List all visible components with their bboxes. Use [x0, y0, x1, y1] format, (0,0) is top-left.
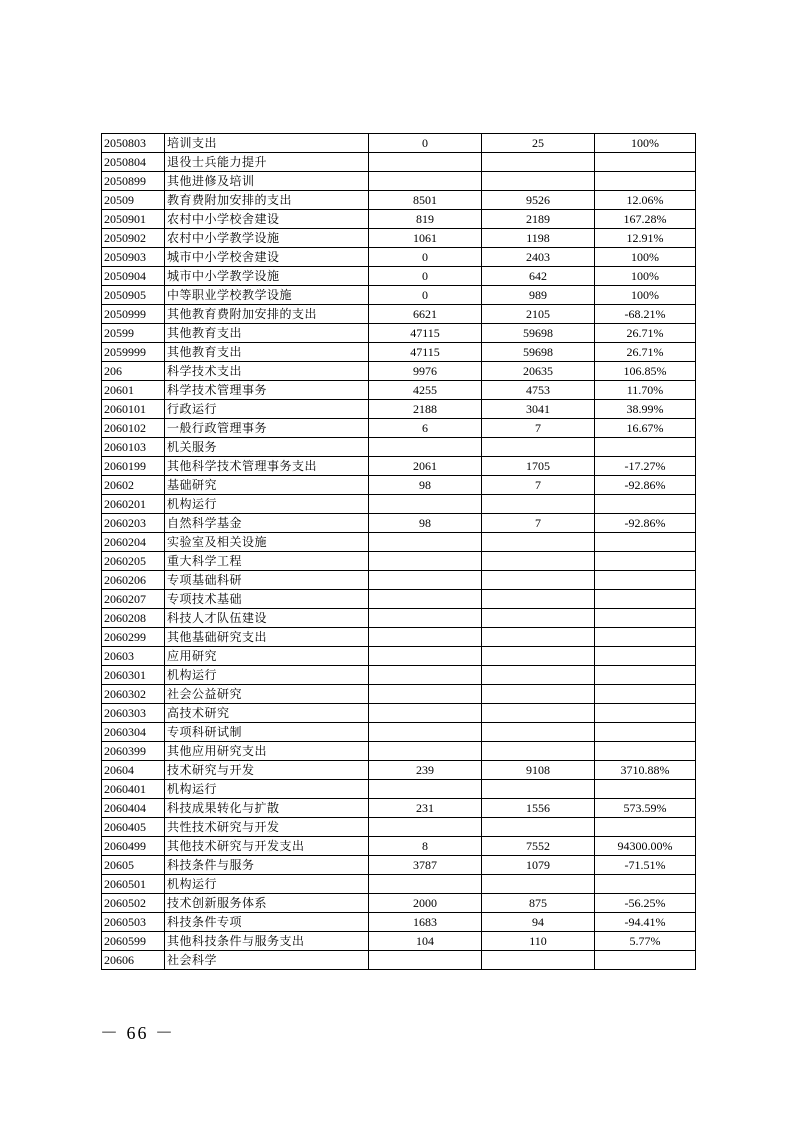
table-row [102, 951, 696, 970]
prior-year-value-cell [369, 153, 482, 172]
subject-name-cell: 城市中小学校舍建设 [165, 248, 369, 267]
subject-code-cell: 20606 [102, 951, 165, 970]
subject-name-cell: 其他进修及培训 [165, 172, 369, 191]
prior-year-value-cell [369, 571, 482, 590]
table-row [102, 400, 696, 419]
subject-name-cell: 农村中小学校舍建设 [165, 210, 369, 229]
current-year-value-cell [482, 685, 595, 704]
prior-year-value-cell: 2188 [369, 400, 482, 419]
table-row [102, 932, 696, 951]
prior-year-value-cell: 231 [369, 799, 482, 818]
subject-code-cell: 2050905 [102, 286, 165, 305]
change-percent-cell [595, 742, 696, 761]
change-percent-cell: 94300.00% [595, 837, 696, 856]
current-year-value-cell: 642 [482, 267, 595, 286]
change-percent-cell [595, 609, 696, 628]
current-year-value-cell: 1705 [482, 457, 595, 476]
change-percent-cell: 100% [595, 267, 696, 286]
table-row [102, 533, 696, 552]
subject-name-cell: 专项科研试制 [165, 723, 369, 742]
change-percent-cell [595, 666, 696, 685]
prior-year-value-cell: 6621 [369, 305, 482, 324]
table-row [102, 590, 696, 609]
table-row [102, 343, 696, 362]
change-percent-cell: -56.25% [595, 894, 696, 913]
prior-year-value-cell [369, 818, 482, 837]
subject-code-cell: 2060304 [102, 723, 165, 742]
page-number: － 66 － [100, 1023, 175, 1043]
table-row [102, 381, 696, 400]
prior-year-value-cell [369, 875, 482, 894]
subject-code-cell: 2060404 [102, 799, 165, 818]
prior-year-value-cell: 1683 [369, 913, 482, 932]
table-row [102, 172, 696, 191]
subject-code-cell: 2060502 [102, 894, 165, 913]
table-row [102, 628, 696, 647]
subject-name-cell: 科技条件专项 [165, 913, 369, 932]
prior-year-value-cell: 0 [369, 267, 482, 286]
subject-name-cell: 自然科学基金 [165, 514, 369, 533]
current-year-value-cell: 59698 [482, 324, 595, 343]
subject-name-cell: 其他教育费附加安排的支出 [165, 305, 369, 324]
subject-name-cell: 社会公益研究 [165, 685, 369, 704]
table-row [102, 723, 696, 742]
prior-year-value-cell: 2061 [369, 457, 482, 476]
subject-name-cell: 其他教育支出 [165, 324, 369, 343]
subject-name-cell: 专项技术基础 [165, 590, 369, 609]
subject-code-cell: 2050803 [102, 134, 165, 153]
change-percent-cell: 16.67% [595, 419, 696, 438]
change-percent-cell: 106.85% [595, 362, 696, 381]
subject-name-cell: 科学技术管理事务 [165, 381, 369, 400]
change-percent-cell [595, 172, 696, 191]
prior-year-value-cell: 98 [369, 514, 482, 533]
current-year-value-cell: 2105 [482, 305, 595, 324]
prior-year-value-cell: 0 [369, 248, 482, 267]
change-percent-cell: 3710.88% [595, 761, 696, 780]
subject-code-cell: 2060199 [102, 457, 165, 476]
table-row [102, 210, 696, 229]
prior-year-value-cell: 8 [369, 837, 482, 856]
prior-year-value-cell [369, 742, 482, 761]
current-year-value-cell [482, 590, 595, 609]
prior-year-value-cell: 1061 [369, 229, 482, 248]
current-year-value-cell: 875 [482, 894, 595, 913]
current-year-value-cell [482, 723, 595, 742]
change-percent-cell [595, 780, 696, 799]
subject-name-cell: 专项基础科研 [165, 571, 369, 590]
subject-code-cell: 2050903 [102, 248, 165, 267]
prior-year-value-cell: 9976 [369, 362, 482, 381]
subject-name-cell: 农村中小学教学设施 [165, 229, 369, 248]
current-year-value-cell: 1556 [482, 799, 595, 818]
table-row [102, 609, 696, 628]
prior-year-value-cell: 0 [369, 286, 482, 305]
change-percent-cell [595, 495, 696, 514]
current-year-value-cell: 9108 [482, 761, 595, 780]
subject-name-cell: 机构运行 [165, 666, 369, 685]
subject-code-cell: 20603 [102, 647, 165, 666]
subject-name-cell: 科技条件与服务 [165, 856, 369, 875]
current-year-value-cell: 989 [482, 286, 595, 305]
subject-name-cell: 退役士兵能力提升 [165, 153, 369, 172]
table-row [102, 666, 696, 685]
prior-year-value-cell [369, 647, 482, 666]
change-percent-cell: 26.71% [595, 343, 696, 362]
prior-year-value-cell: 6 [369, 419, 482, 438]
subject-code-cell: 2050899 [102, 172, 165, 191]
subject-name-cell: 其他科学技术管理事务支出 [165, 457, 369, 476]
table-row [102, 780, 696, 799]
prior-year-value-cell [369, 685, 482, 704]
subject-name-cell: 科技人才队伍建设 [165, 609, 369, 628]
change-percent-cell [595, 704, 696, 723]
current-year-value-cell: 1079 [482, 856, 595, 875]
change-percent-cell [595, 628, 696, 647]
subject-code-cell: 206 [102, 362, 165, 381]
current-year-value-cell: 7 [482, 476, 595, 495]
change-percent-cell [595, 153, 696, 172]
subject-code-cell: 2060208 [102, 609, 165, 628]
subject-name-cell: 高技术研究 [165, 704, 369, 723]
change-percent-cell: -17.27% [595, 457, 696, 476]
subject-name-cell: 培训支出 [165, 134, 369, 153]
current-year-value-cell: 7 [482, 514, 595, 533]
table-row [102, 761, 696, 780]
change-percent-cell: -94.41% [595, 913, 696, 932]
subject-name-cell: 一般行政管理事务 [165, 419, 369, 438]
subject-code-cell: 20602 [102, 476, 165, 495]
current-year-value-cell: 9526 [482, 191, 595, 210]
subject-code-cell: 20509 [102, 191, 165, 210]
current-year-value-cell: 4753 [482, 381, 595, 400]
table-row [102, 799, 696, 818]
subject-name-cell: 其他科技条件与服务支出 [165, 932, 369, 951]
prior-year-value-cell [369, 590, 482, 609]
change-percent-cell: -92.86% [595, 476, 696, 495]
current-year-value-cell [482, 742, 595, 761]
current-year-value-cell: 110 [482, 932, 595, 951]
subject-name-cell: 机构运行 [165, 875, 369, 894]
change-percent-cell: -92.86% [595, 514, 696, 533]
change-percent-cell [595, 571, 696, 590]
change-percent-cell [595, 533, 696, 552]
subject-code-cell: 2060405 [102, 818, 165, 837]
current-year-value-cell: 59698 [482, 343, 595, 362]
change-percent-cell: 12.91% [595, 229, 696, 248]
subject-code-cell: 2060501 [102, 875, 165, 894]
subject-name-cell: 机构运行 [165, 780, 369, 799]
current-year-value-cell: 20635 [482, 362, 595, 381]
prior-year-value-cell [369, 533, 482, 552]
change-percent-cell [595, 552, 696, 571]
prior-year-value-cell [369, 172, 482, 191]
subject-name-cell: 实验室及相关设施 [165, 533, 369, 552]
subject-code-cell: 2050999 [102, 305, 165, 324]
prior-year-value-cell [369, 704, 482, 723]
current-year-value-cell: 94 [482, 913, 595, 932]
table-row [102, 248, 696, 267]
current-year-value-cell: 25 [482, 134, 595, 153]
table-row [102, 647, 696, 666]
subject-name-cell: 机关服务 [165, 438, 369, 457]
subject-code-cell: 2060207 [102, 590, 165, 609]
subject-name-cell: 应用研究 [165, 647, 369, 666]
change-percent-cell [595, 647, 696, 666]
current-year-value-cell [482, 951, 595, 970]
current-year-value-cell [482, 571, 595, 590]
prior-year-value-cell [369, 628, 482, 647]
subject-name-cell: 教育费附加安排的支出 [165, 191, 369, 210]
subject-name-cell: 基础研究 [165, 476, 369, 495]
subject-name-cell: 中等职业学校教学设施 [165, 286, 369, 305]
prior-year-value-cell: 239 [369, 761, 482, 780]
prior-year-value-cell [369, 609, 482, 628]
change-percent-cell [595, 438, 696, 457]
table-row [102, 514, 696, 533]
table-row [102, 362, 696, 381]
subject-name-cell: 其他教育支出 [165, 343, 369, 362]
table-row [102, 818, 696, 837]
table-row [102, 856, 696, 875]
subject-code-cell: 2060204 [102, 533, 165, 552]
subject-name-cell: 行政运行 [165, 400, 369, 419]
subject-name-cell: 共性技术研究与开发 [165, 818, 369, 837]
subject-code-cell: 2060302 [102, 685, 165, 704]
table-row [102, 134, 696, 153]
table-row [102, 457, 696, 476]
current-year-value-cell [482, 780, 595, 799]
table-row [102, 837, 696, 856]
subject-code-cell: 2059999 [102, 343, 165, 362]
prior-year-value-cell [369, 951, 482, 970]
current-year-value-cell [482, 533, 595, 552]
subject-name-cell: 城市中小学教学设施 [165, 267, 369, 286]
table-row [102, 229, 696, 248]
current-year-value-cell [482, 666, 595, 685]
subject-code-cell: 20604 [102, 761, 165, 780]
subject-name-cell: 其他应用研究支出 [165, 742, 369, 761]
change-percent-cell: 573.59% [595, 799, 696, 818]
prior-year-value-cell [369, 495, 482, 514]
subject-code-cell: 2060205 [102, 552, 165, 571]
table-row [102, 191, 696, 210]
prior-year-value-cell: 98 [369, 476, 482, 495]
current-year-value-cell [482, 153, 595, 172]
prior-year-value-cell [369, 438, 482, 457]
table-row [102, 913, 696, 932]
subject-name-cell: 机构运行 [165, 495, 369, 514]
subject-code-cell: 2060206 [102, 571, 165, 590]
change-percent-cell: 26.71% [595, 324, 696, 343]
table-row [102, 685, 696, 704]
budget-table [101, 133, 696, 970]
subject-code-cell: 2050904 [102, 267, 165, 286]
subject-code-cell: 20605 [102, 856, 165, 875]
change-percent-cell [595, 685, 696, 704]
subject-name-cell: 技术创新服务体系 [165, 894, 369, 913]
change-percent-cell: 100% [595, 134, 696, 153]
table-row [102, 324, 696, 343]
current-year-value-cell [482, 818, 595, 837]
table-row [102, 153, 696, 172]
current-year-value-cell: 1198 [482, 229, 595, 248]
change-percent-cell: 167.28% [595, 210, 696, 229]
subject-name-cell: 其他基础研究支出 [165, 628, 369, 647]
current-year-value-cell [482, 609, 595, 628]
prior-year-value-cell [369, 723, 482, 742]
table-row [102, 571, 696, 590]
change-percent-cell: 100% [595, 286, 696, 305]
subject-code-cell: 2060201 [102, 495, 165, 514]
subject-code-cell: 20601 [102, 381, 165, 400]
current-year-value-cell [482, 647, 595, 666]
change-percent-cell [595, 723, 696, 742]
table-row [102, 875, 696, 894]
subject-code-cell: 2060299 [102, 628, 165, 647]
subject-name-cell: 技术研究与开发 [165, 761, 369, 780]
current-year-value-cell [482, 875, 595, 894]
prior-year-value-cell: 0 [369, 134, 482, 153]
subject-name-cell: 社会科学 [165, 951, 369, 970]
table-row [102, 495, 696, 514]
prior-year-value-cell [369, 552, 482, 571]
current-year-value-cell [482, 628, 595, 647]
prior-year-value-cell: 104 [369, 932, 482, 951]
subject-code-cell: 2060503 [102, 913, 165, 932]
current-year-value-cell: 2403 [482, 248, 595, 267]
subject-code-cell: 2050901 [102, 210, 165, 229]
table-row [102, 476, 696, 495]
table-row [102, 419, 696, 438]
table-row [102, 894, 696, 913]
table-row [102, 438, 696, 457]
subject-name-cell: 科学技术支出 [165, 362, 369, 381]
prior-year-value-cell: 2000 [369, 894, 482, 913]
subject-code-cell: 2060499 [102, 837, 165, 856]
table-row [102, 305, 696, 324]
subject-code-cell: 2060102 [102, 419, 165, 438]
subject-code-cell: 2060303 [102, 704, 165, 723]
change-percent-cell [595, 590, 696, 609]
prior-year-value-cell: 819 [369, 210, 482, 229]
table-row [102, 267, 696, 286]
current-year-value-cell [482, 552, 595, 571]
current-year-value-cell [482, 172, 595, 191]
prior-year-value-cell: 4255 [369, 381, 482, 400]
subject-code-cell: 2060399 [102, 742, 165, 761]
current-year-value-cell: 7 [482, 419, 595, 438]
subject-code-cell: 2060103 [102, 438, 165, 457]
prior-year-value-cell: 47115 [369, 324, 482, 343]
table-row [102, 552, 696, 571]
subject-name-cell: 科技成果转化与扩散 [165, 799, 369, 818]
subject-code-cell: 2060599 [102, 932, 165, 951]
table-row [102, 704, 696, 723]
change-percent-cell: -71.51% [595, 856, 696, 875]
subject-code-cell: 20599 [102, 324, 165, 343]
change-percent-cell: -68.21% [595, 305, 696, 324]
change-percent-cell: 100% [595, 248, 696, 267]
prior-year-value-cell: 3787 [369, 856, 482, 875]
prior-year-value-cell [369, 780, 482, 799]
current-year-value-cell [482, 704, 595, 723]
change-percent-cell: 11.70% [595, 381, 696, 400]
subject-name-cell: 其他技术研究与开发支出 [165, 837, 369, 856]
subject-name-cell: 重大科学工程 [165, 552, 369, 571]
change-percent-cell: 38.99% [595, 400, 696, 419]
change-percent-cell: 12.06% [595, 191, 696, 210]
prior-year-value-cell: 47115 [369, 343, 482, 362]
current-year-value-cell: 7552 [482, 837, 595, 856]
change-percent-cell: 5.77% [595, 932, 696, 951]
change-percent-cell [595, 818, 696, 837]
prior-year-value-cell: 8501 [369, 191, 482, 210]
subject-code-cell: 2060101 [102, 400, 165, 419]
subject-code-cell: 2060401 [102, 780, 165, 799]
budget-table-body [102, 134, 696, 970]
current-year-value-cell: 3041 [482, 400, 595, 419]
subject-code-cell: 2050804 [102, 153, 165, 172]
subject-code-cell: 2060203 [102, 514, 165, 533]
subject-code-cell: 2050902 [102, 229, 165, 248]
prior-year-value-cell [369, 666, 482, 685]
subject-code-cell: 2060301 [102, 666, 165, 685]
change-percent-cell [595, 951, 696, 970]
table-row [102, 286, 696, 305]
current-year-value-cell [482, 495, 595, 514]
current-year-value-cell [482, 438, 595, 457]
change-percent-cell [595, 875, 696, 894]
table-row [102, 742, 696, 761]
current-year-value-cell: 2189 [482, 210, 595, 229]
